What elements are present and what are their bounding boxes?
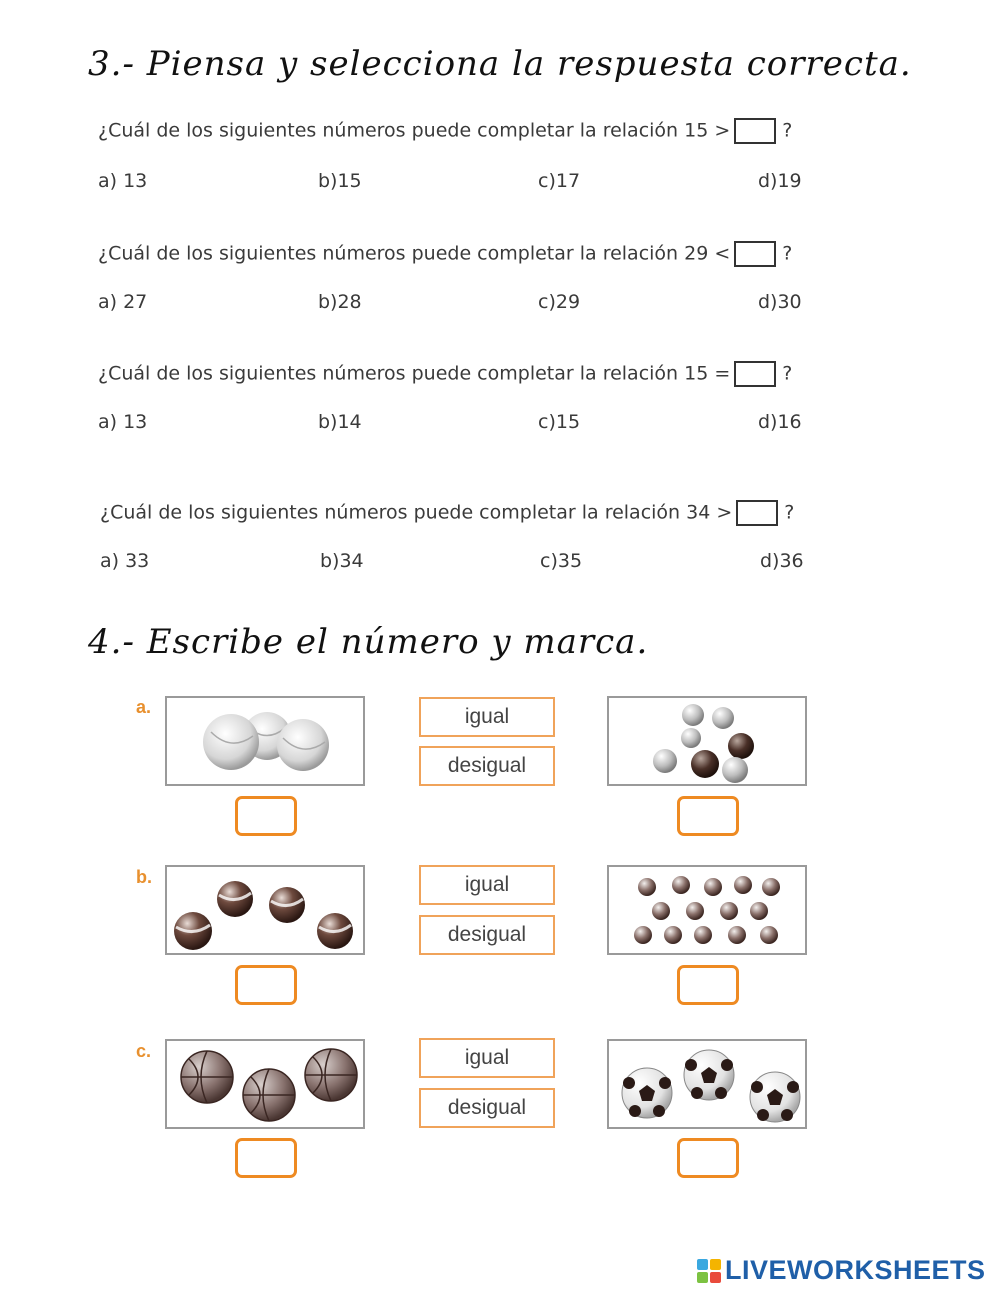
answer-blank-2 <box>734 241 776 267</box>
option-4c[interactable]: c)35 <box>540 550 583 572</box>
row-a-left-count-input[interactable] <box>235 796 297 836</box>
answer-blank-1 <box>734 118 776 144</box>
tennis-balls-picture <box>165 696 365 786</box>
section-3-title: 3.- Piensa y selecciona la respuesta correcta. <box>88 44 912 84</box>
option-3a[interactable]: a) 13 <box>98 411 148 433</box>
option-1a[interactable]: a) 13 <box>98 170 148 192</box>
row-b-letter: b. <box>136 867 152 887</box>
option-4b[interactable]: b)34 <box>320 550 364 572</box>
option-3b[interactable]: b)14 <box>318 411 362 433</box>
question-4-prompt: ¿Cuál de los siguientes números puede completar la relación 34 > <box>100 501 733 524</box>
option-2d[interactable]: d)30 <box>758 291 802 313</box>
row-c-unequal-button[interactable]: desigual <box>419 1088 555 1128</box>
option-1b[interactable]: b)15 <box>318 170 362 192</box>
row-a-equal-button[interactable]: igual <box>419 697 555 737</box>
question-3-prompt: ¿Cuál de los siguientes números puede completar la relación 15 = <box>98 362 731 385</box>
option-2a[interactable]: a) 27 <box>98 291 148 313</box>
section-4-title: 4.- Escribe el número y marca. <box>88 622 649 662</box>
row-c-right-count-input[interactable] <box>677 1138 739 1178</box>
row-a-letter: a. <box>136 697 152 717</box>
question-1-mark: ? <box>782 119 793 142</box>
logo-mark-icon <box>697 1259 721 1283</box>
question-4-mark: ? <box>784 501 795 524</box>
soccer-balls-picture <box>607 1039 807 1129</box>
row-b-equal-button[interactable]: igual <box>419 865 555 905</box>
row-c-left-count-input[interactable] <box>235 1138 297 1178</box>
question-3 <box>98 361 792 387</box>
option-3c[interactable]: c)15 <box>538 411 581 433</box>
option-1d[interactable]: d)19 <box>758 170 802 192</box>
row-b-unequal-button[interactable]: desigual <box>419 915 555 955</box>
marbles-picture <box>607 696 807 786</box>
row-b-left-count-input[interactable] <box>235 965 297 1005</box>
question-1-prompt: ¿Cuál de los siguientes números puede completar la relación 15 > <box>98 119 731 142</box>
row-b-right-count-input[interactable] <box>677 965 739 1005</box>
basketballs-picture <box>165 1039 365 1129</box>
question-1 <box>98 118 792 144</box>
row-a-unequal-button[interactable]: desigual <box>419 746 555 786</box>
option-4a[interactable]: a) 33 <box>100 550 150 572</box>
liveworksheets-logo <box>697 1255 986 1286</box>
row-c-equal-button[interactable]: igual <box>419 1038 555 1078</box>
option-1c[interactable]: c)17 <box>538 170 581 192</box>
answer-blank-4 <box>736 500 778 526</box>
option-3d[interactable]: d)16 <box>758 411 802 433</box>
small-balls-picture <box>607 865 807 955</box>
option-2b[interactable]: b)28 <box>318 291 362 313</box>
question-4 <box>100 500 794 526</box>
option-2c[interactable]: c)29 <box>538 291 581 313</box>
brand-name: LIVEWORKSHEETS <box>725 1255 986 1285</box>
row-c-letter: c. <box>136 1041 152 1061</box>
beach-balls-picture <box>165 865 365 955</box>
answer-blank-3 <box>734 361 776 387</box>
question-3-mark: ? <box>782 362 793 385</box>
question-2-mark: ? <box>782 242 793 265</box>
question-2-prompt: ¿Cuál de los siguientes números puede completar la relación 29 < <box>98 242 731 265</box>
row-a-right-count-input[interactable] <box>677 796 739 836</box>
option-4d[interactable]: d)36 <box>760 550 804 572</box>
question-2 <box>98 241 792 267</box>
